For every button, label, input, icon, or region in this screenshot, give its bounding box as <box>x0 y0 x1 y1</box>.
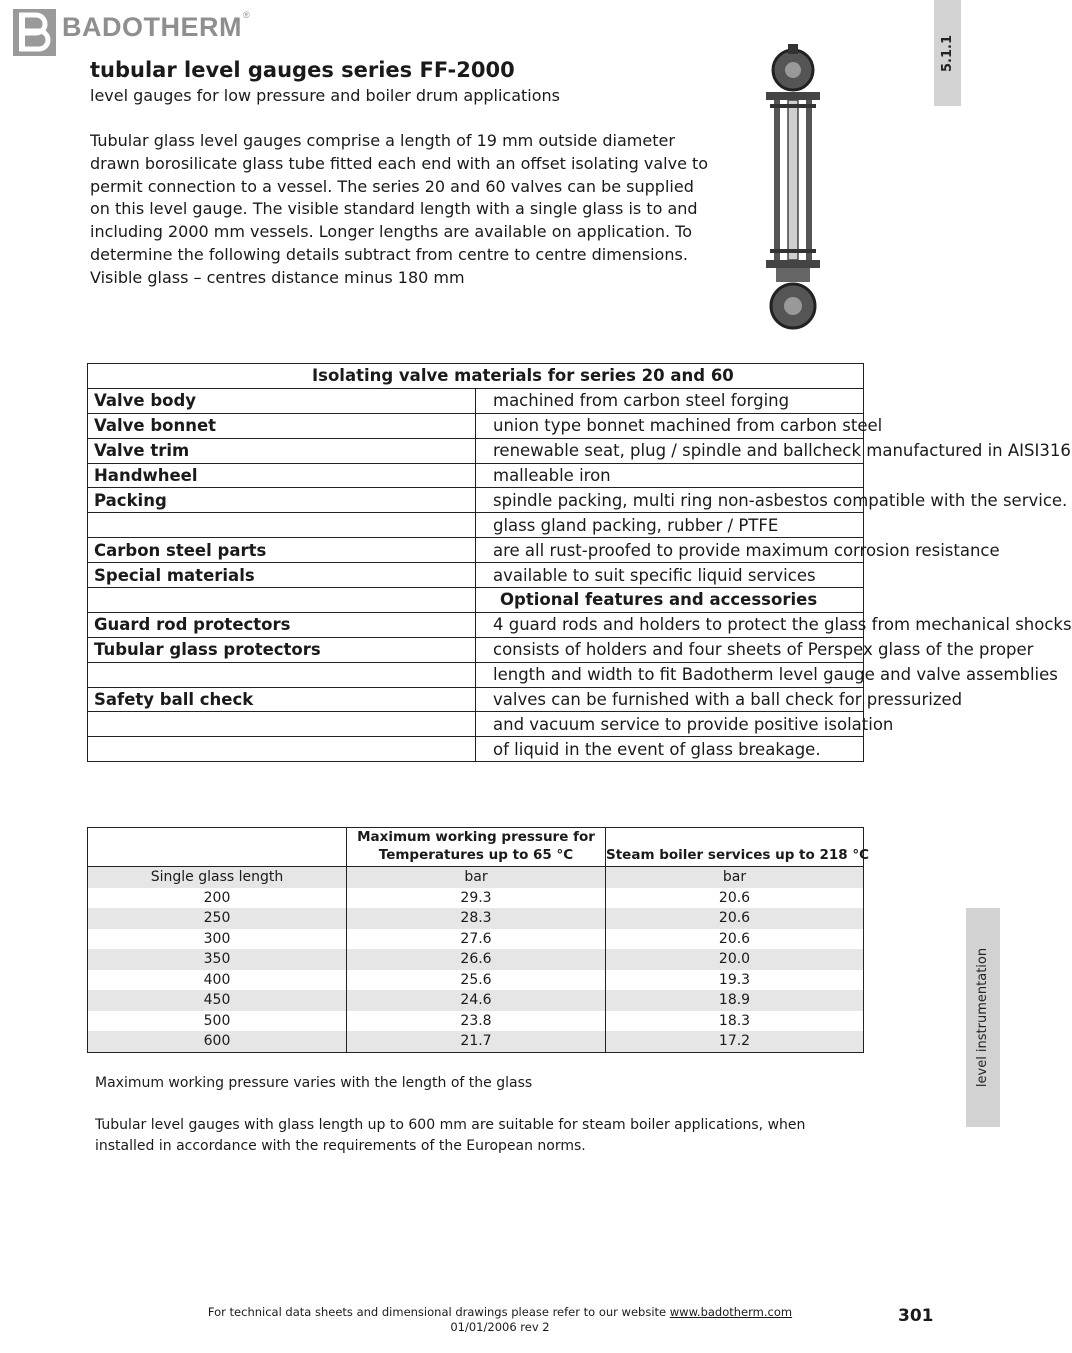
table-row <box>88 488 864 513</box>
table-row <box>88 712 864 737</box>
row-value: are all rust-proofed to provide maximum corrosion resistance <box>476 538 864 563</box>
badotherm-logo-icon <box>13 9 56 56</box>
unit-cell: bar <box>347 867 606 888</box>
table-cell: 21.7 <box>347 1031 606 1052</box>
revision-date: 01/01/2006 rev 2 <box>450 1320 550 1334</box>
table-cell: 350 <box>88 949 347 970</box>
table-cell: 18.3 <box>606 1011 864 1032</box>
col-header-line: Temperatures up to 65 °C <box>378 847 574 863</box>
row-value: glass gland packing, rubber / PTFE <box>476 513 864 538</box>
row-value: renewable seat, plug / spindle and ballcheck manufactured in AISI316 <box>476 438 864 463</box>
intro-line: Tubular glass level gauges comprise a length of 19 mm outside diameter <box>90 131 675 150</box>
row-value: and vacuum service to provide positive isolation <box>476 712 864 737</box>
row-label: Special materials <box>88 563 476 588</box>
table-cell: 27.6 <box>347 929 606 950</box>
footer <box>180 1305 820 1335</box>
section-number: 5.1.1 <box>940 34 956 72</box>
table-cell: 20.6 <box>606 908 864 929</box>
table-cell: 18.9 <box>606 990 864 1011</box>
row-label: Tubular glass protectors <box>88 637 476 662</box>
col-header: Steam boiler services up to 218 °C <box>606 828 864 867</box>
table-cell: 450 <box>88 990 347 1011</box>
table-cell: 600 <box>88 1031 347 1052</box>
table-row <box>88 949 864 970</box>
intro-line: Visible glass – centres distance minus 180 mm <box>90 267 465 287</box>
row-value: valves can be furnished with a ball check for pressurized <box>476 687 864 712</box>
table-cell: 25.6 <box>347 970 606 991</box>
table-row <box>88 867 864 888</box>
pressure-table <box>87 827 870 1053</box>
steam-boiler-note: Tubular level gauges with glass length up to 600 mm are suitable for steam boiler applications, when installed in accordance with the requirements of the European norms. <box>95 1117 806 1154</box>
table-cell: 29.3 <box>347 888 606 909</box>
table-cell: 19.3 <box>606 970 864 991</box>
materials-table <box>87 363 1072 762</box>
page-number: 301 <box>898 1306 934 1326</box>
table-cell: 24.6 <box>347 990 606 1011</box>
table-row <box>88 463 864 488</box>
row-value: spindle packing, multi ring non-asbestos compatible with the service. <box>476 488 864 513</box>
brand-name: BADOTHERM® <box>62 10 251 42</box>
intro-line: including 2000 mm vessels. Longer lengths are available on application. To <box>90 222 692 242</box>
row-label: Safety ball check <box>88 687 476 712</box>
category-tab <box>966 908 1000 1127</box>
page-subtitle: level gauges for low pressure and boiler drum applications <box>90 86 561 105</box>
table-cell: 20.0 <box>606 949 864 970</box>
intro-line: on this level gauge. The visible standard length with a single glass is to and <box>90 199 698 219</box>
table-cell: 20.6 <box>606 888 864 909</box>
row-value: of liquid in the event of glass breakage. <box>476 737 864 762</box>
table-cell: 28.3 <box>347 908 606 929</box>
row-label: Valve body <box>88 388 476 413</box>
table-row <box>88 929 864 950</box>
row-label: Valve bonnet <box>88 413 476 438</box>
footer-text: For technical data sheets and dimensional drawings please refer to our website <box>207 1305 667 1319</box>
table-row <box>88 438 864 463</box>
row-value: machined from carbon steel forging <box>476 388 864 413</box>
table-cell: 200 <box>88 888 347 909</box>
row-value: 4 guard rods and holders to protect the glass from mechanical shocks <box>476 612 864 637</box>
materials-heading: Isolating valve materials for series 20 and 60 <box>88 364 864 389</box>
unit-cell: bar <box>606 867 864 888</box>
col-header-line: Maximum working pressure for <box>357 829 595 845</box>
table-row <box>88 588 864 613</box>
table-row <box>88 538 864 563</box>
table-cell: 250 <box>88 908 347 929</box>
table-row <box>88 637 864 662</box>
intro-paragraph <box>90 130 709 290</box>
row-label: Guard rod protectors <box>88 612 476 637</box>
table-row <box>88 513 864 538</box>
table-row <box>88 687 864 712</box>
intro-line: drawn borosilicate glass tube fitted each end with an offset isolating valve to <box>90 153 709 173</box>
page-title: tubular level gauges series FF-2000 <box>90 58 515 82</box>
intro-line: determine the following details subtract from centre to centre dimensions. <box>90 244 688 264</box>
row-label: Handwheel <box>88 463 476 488</box>
row-label <box>88 662 476 687</box>
row-value: union type bonnet machined from carbon steel <box>476 413 864 438</box>
category-label: level instrumentation <box>975 947 991 1088</box>
table-row <box>88 563 864 588</box>
table-cell: 20.6 <box>606 929 864 950</box>
table-row <box>88 1031 864 1052</box>
row-value: available to suit specific liquid services <box>476 563 864 588</box>
table-row <box>88 737 864 762</box>
table-row <box>88 970 864 991</box>
table-row <box>88 413 864 438</box>
col-header <box>347 828 606 867</box>
row-value: consists of holders and four sheets of Perspex glass of the proper <box>476 637 864 662</box>
row-label: Packing <box>88 488 476 513</box>
table-row <box>88 612 864 637</box>
table-row <box>88 888 864 909</box>
table-cell: 300 <box>88 929 347 950</box>
table-row <box>88 662 864 687</box>
table-cell: 26.6 <box>347 949 606 970</box>
pressure-note: Maximum working pressure varies with the length of the glass <box>95 1075 533 1091</box>
table-cell: 500 <box>88 1011 347 1032</box>
level-gauge-product-image <box>762 44 824 334</box>
website-link[interactable]: www.badotherm.com <box>669 1305 793 1319</box>
row-label: Valve trim <box>88 438 476 463</box>
row-label <box>88 513 476 538</box>
row-label <box>88 737 476 762</box>
unit-cell: Single glass length <box>88 867 347 888</box>
optional-heading: Optional features and accessories <box>476 588 864 613</box>
table-cell: 17.2 <box>606 1031 864 1052</box>
table-cell: 400 <box>88 970 347 991</box>
intro-line: permit connection to a vessel. The series 20 and 60 valves can be supplied <box>90 176 694 196</box>
section-tab <box>934 0 961 106</box>
table-row <box>88 1011 864 1032</box>
row-value: length and width to fit Badotherm level gauge and valve assemblies <box>476 662 864 687</box>
table-cell: 23.8 <box>347 1011 606 1032</box>
table-row <box>88 388 864 413</box>
col-header <box>88 828 347 867</box>
table-row <box>88 908 864 929</box>
row-label <box>88 712 476 737</box>
table-row <box>88 990 864 1011</box>
row-label: Carbon steel parts <box>88 538 476 563</box>
registered-mark: ® <box>243 10 251 20</box>
row-label <box>88 588 476 613</box>
row-value: malleable iron <box>476 463 864 488</box>
